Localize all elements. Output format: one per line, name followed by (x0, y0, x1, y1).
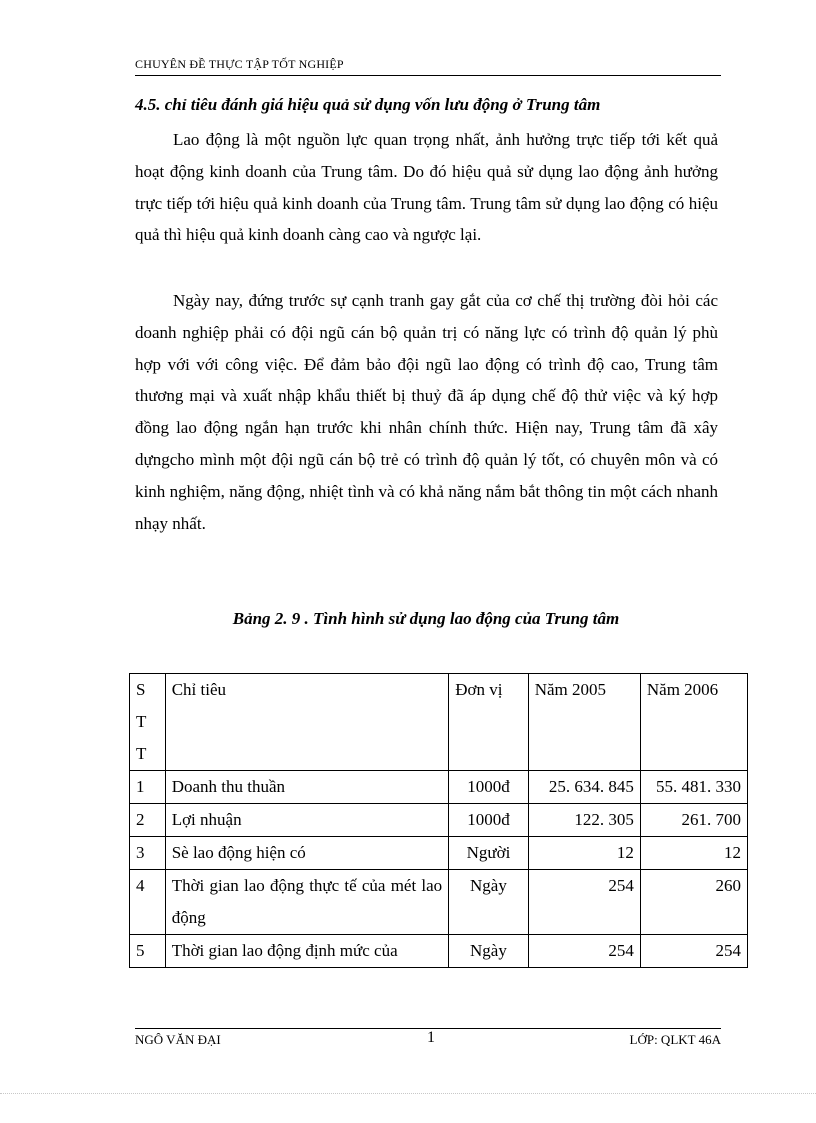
table-row (130, 771, 748, 804)
footer-page-number: 1 (427, 1029, 435, 1046)
page-footer (135, 1028, 721, 1049)
header-year-2006: Năm 2006 (640, 674, 747, 771)
paragraph-2-text: Ngày nay, đứng trước sự cạnh tranh gay gắt của cơ chế thị trường đòi hỏi các doanh nghiệp phải có đội ngũ cán bộ quản trị có năng lực có trình độ quản lý phù hợp với với công việc. Để đảm bảo đội ngũ lao động có trình độ cao, Trung tâm thương mại và xuất nhập khẩu thiết bị thuỷ đã áp dụng chế độ thử việc và ký hợp đồng lao động ngắn hạn trước khi nhân chính thức. Hiện nay, Trung tâm đã xây dựngcho mình một đội ngũ cán bộ trẻ có trình độ quản lý tốt, có chuyên môn và có kinh nghiệm, năng động, nhiệt tình và có khả năng nắm bắt thông tin một cách nhanh nhạy nhất. (135, 291, 718, 533)
table-row (130, 804, 748, 837)
row-year-2005: 122. 305 (528, 804, 640, 837)
header-year-2005: Năm 2005 (528, 674, 640, 771)
row-name: Doanh thu thuần (165, 771, 449, 804)
table-header-row (130, 674, 748, 771)
header-name: Chỉ tiêu (165, 674, 449, 771)
header-stt-1: S (136, 680, 146, 699)
footer-class: LỚP: QLKT 46A (629, 1032, 721, 1047)
row-unit: 1000đ (449, 804, 529, 837)
row-year-2006: 260 (640, 870, 747, 935)
section-title: 4.5. chỉ tiêu đánh giá hiệu quả sử dụng vốn lưu động ở Trung tâm (135, 95, 601, 114)
row-name: Thời gian lao động định mức của (165, 935, 449, 968)
header-stt-2: T (136, 712, 147, 731)
row-stt: 1 (130, 771, 166, 804)
row-name: Thời gian lao động thực tế của mét lao động (165, 870, 449, 935)
page-header (135, 57, 721, 76)
row-year-2005: 254 (528, 870, 640, 935)
paragraph-2 (135, 285, 718, 539)
paragraph-1-text: Lao động là một nguồn lực quan trọng nhất, ảnh hưởng trực tiếp tới kết quả hoạt động kinh doanh của Trung tâm. Do đó hiệu quả sử dụng lao động ảnh hưởng trực tiếp tới hiệu quả kinh doanh của Trung tâm. Trung tâm sử dụng lao động có hiệu quả thì hiệu quả kinh doanh càng cao và ngược lại. (135, 130, 718, 245)
row-name: Sè lao động hiện có (165, 837, 449, 870)
row-stt: 2 (130, 804, 166, 837)
table-row (130, 870, 748, 935)
row-year-2006: 55. 481. 330 (640, 771, 747, 804)
row-unit: Ngày (449, 870, 529, 935)
row-stt: 3 (130, 837, 166, 870)
row-unit: 1000đ (449, 771, 529, 804)
header-text: CHUYÊN ĐỀ THỰC TẬP TỐT NGHIỆP (135, 57, 344, 71)
row-year-2005: 25. 634. 845 (528, 771, 640, 804)
header-stt (130, 674, 166, 771)
row-year-2006: 12 (640, 837, 747, 870)
header-unit: Đơn vị (449, 674, 529, 771)
row-year-2006: 261. 700 (640, 804, 747, 837)
paragraph-1 (135, 124, 718, 251)
table-row (130, 837, 748, 870)
row-stt: 5 (130, 935, 166, 968)
row-name: Lợi nhuận (165, 804, 449, 837)
footer-author: NGÔ VĂN ĐẠI (135, 1032, 221, 1047)
page-bottom-divider (0, 1093, 816, 1094)
table-title: Bảng 2. 9 . Tình hình sử dụng lao động của Trung tâm (232, 609, 620, 628)
row-unit: Ngày (449, 935, 529, 968)
table-row (130, 935, 748, 968)
row-stt: 4 (130, 870, 166, 935)
row-year-2006: 254 (640, 935, 747, 968)
row-year-2005: 12 (528, 837, 640, 870)
labor-table (129, 673, 748, 968)
header-stt-3: T (136, 744, 147, 763)
row-year-2005: 254 (528, 935, 640, 968)
row-unit: Người (449, 837, 529, 870)
